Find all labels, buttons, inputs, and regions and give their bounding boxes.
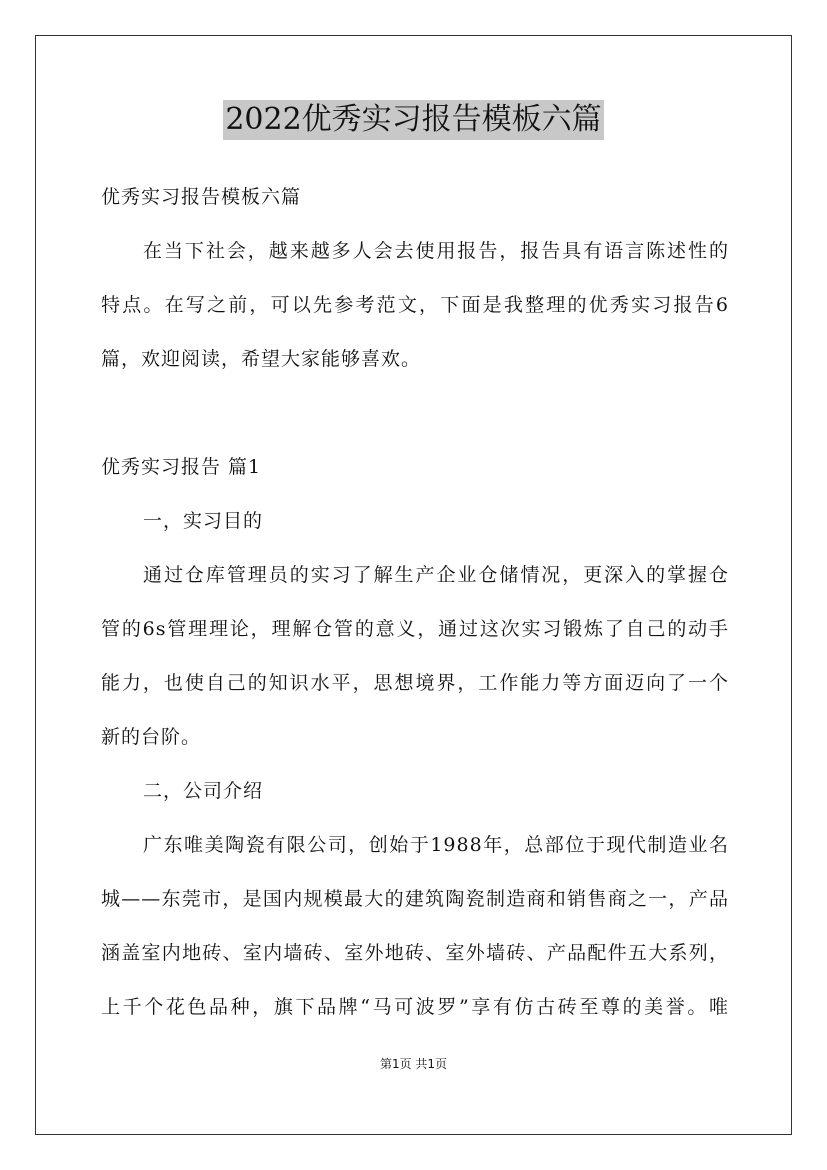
page-footer: 第1页 共1页: [379, 1057, 448, 1071]
document-title: 2022优秀实习报告模板六篇: [223, 100, 603, 140]
subsection-heading: 二，公司介绍: [143, 780, 264, 802]
paragraph-line: 管的6s管理理论，理解仓管的意义，通过这次实习锻炼了自己的动手: [101, 618, 729, 640]
paragraph-line: 城——东莞市，是国内规模最大的建筑陶瓷制造商和销售商之一，产品: [101, 888, 729, 910]
subtitle: 优秀实习报告模板六篇: [101, 186, 302, 208]
paragraph-line: 涵盖室内地砖、室内墙砖、室外地砖、室外墙砖、产品配件五大系列，: [101, 942, 729, 964]
paragraph-line: 在当下社会，越来越多人会去使用报告，报告具有语言陈述性的: [143, 240, 729, 262]
blank-line: [101, 386, 729, 440]
paragraph-line: 能力，也使自己的知识水平，思想境界，工作能力等方面迈向了一个: [101, 672, 729, 694]
paragraph-line: 通过仓库管理员的实习了解生产企业仓储情况，更深入的掌握仓: [143, 564, 729, 586]
paragraph-line: 广东唯美陶瓷有限公司，创始于1988年，总部位于现代制造业名: [143, 834, 729, 856]
paragraph-line: 篇，欢迎阅读，希望大家能够喜欢。: [101, 348, 422, 370]
paragraph-line: 上千个花色品种，旗下品牌“马可波罗”享有仿古砖至尊的美誉。唯: [101, 996, 729, 1018]
subsection-heading: 一，实习目的: [143, 510, 264, 532]
paragraph-line: 特点。在写之前，可以先参考范文，下面是我整理的优秀实习报告6: [101, 294, 729, 316]
title-container: [0, 100, 827, 140]
section-heading: 优秀实习报告 篇1: [101, 456, 262, 478]
document-body: [101, 170, 729, 1034]
paragraph-line: 新的台阶。: [101, 726, 202, 748]
